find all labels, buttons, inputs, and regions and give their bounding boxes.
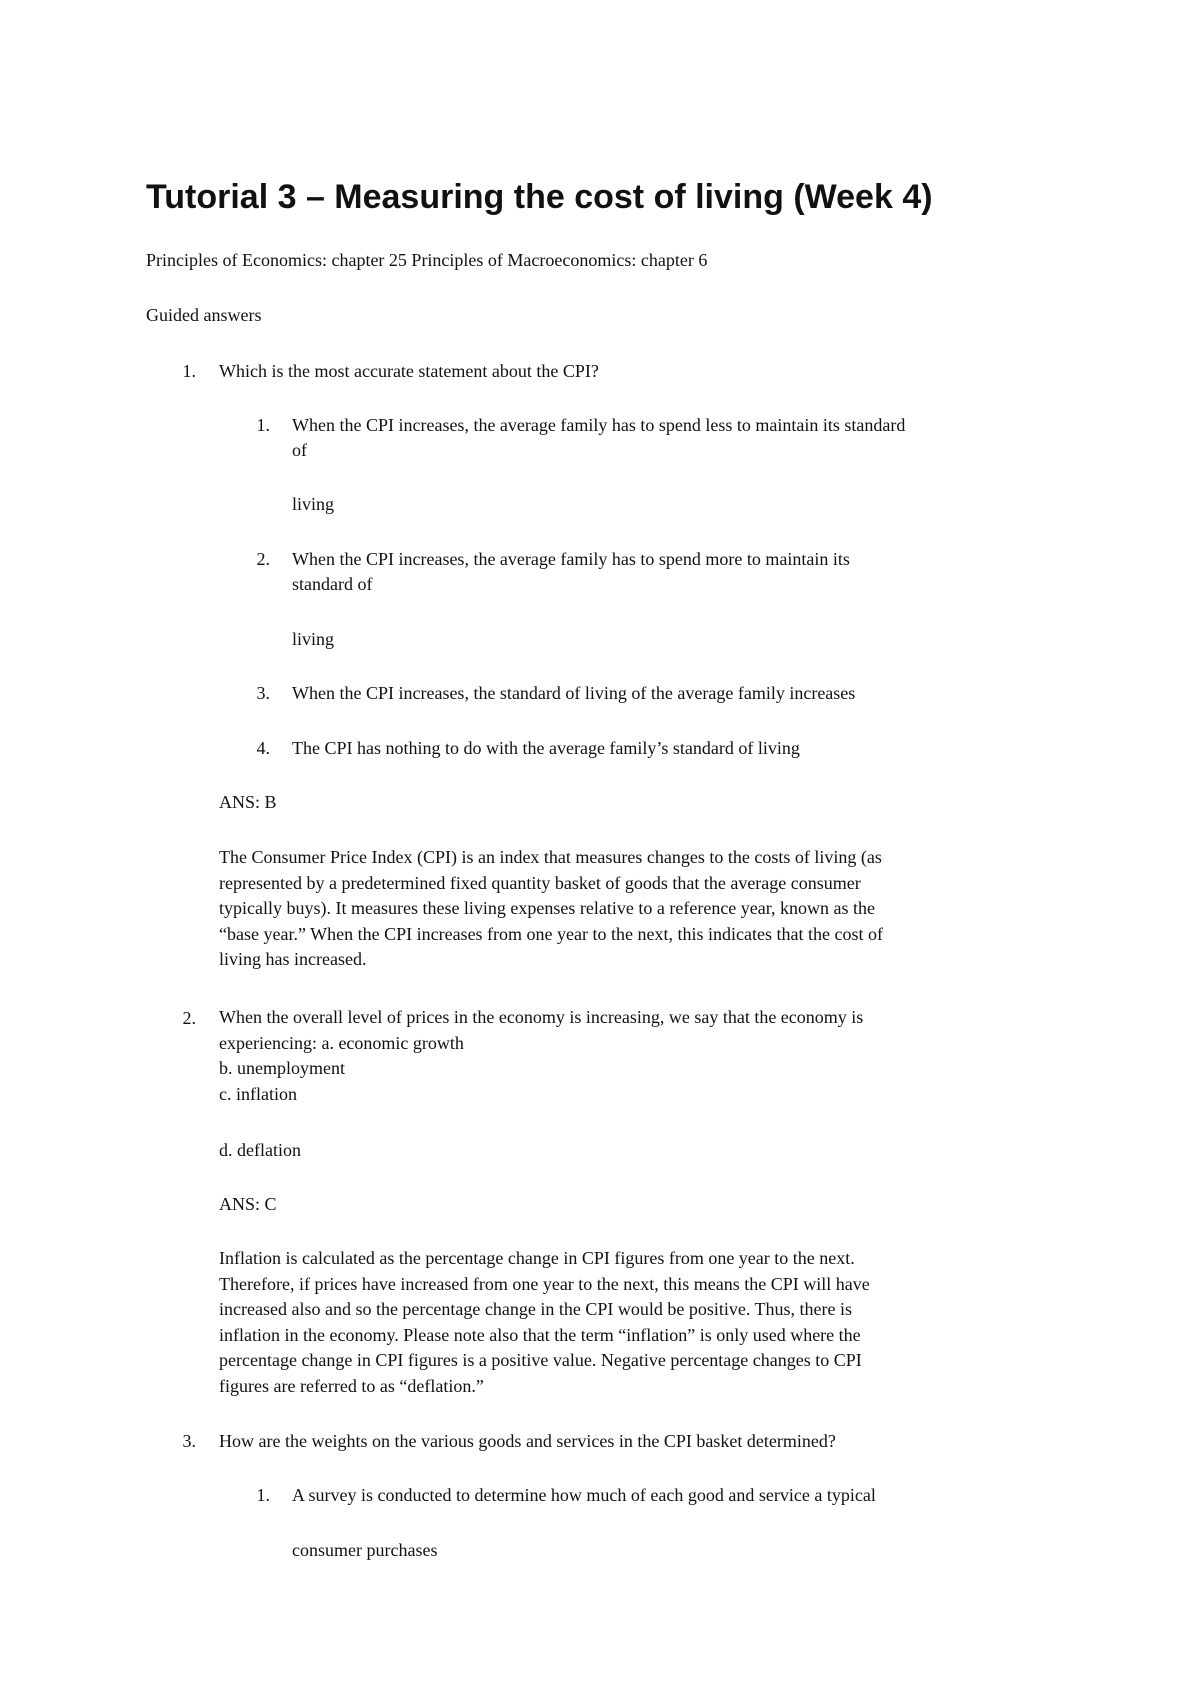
question-text-line: c. inflation [219,1083,297,1104]
explanation-line: living has increased. [219,949,367,970]
answer-label: ANS: B [219,792,277,812]
option-text-continued: living [292,494,335,514]
option-number: 2. [256,549,270,569]
explanation-line: inflation in the economy. Please note also that the term “inflation” is only used where the [219,1324,861,1345]
option-number: 4. [256,738,270,758]
explanation [219,845,883,973]
question-text-line: experiencing: a. economic growth [219,1032,464,1053]
option-text: When the CPI increases, the standard of living of the average family increases [292,683,856,703]
question-text [219,1005,863,1107]
explanation-line: typically buys). It measures these living expenses relative to a reference year, known as the [219,898,876,919]
section-label: Guided answers [146,305,262,325]
subtitle: Principles of Economics: chapter 25 Principles of Macroeconomics: chapter 6 [146,250,708,270]
option-d: d. deflation [219,1140,301,1160]
question-text: How are the weights on the various goods and services in the CPI basket determined? [219,1431,836,1451]
question-number: 1. [182,361,196,381]
option-number: 1. [256,415,270,435]
answer-label: ANS: C [219,1194,277,1214]
explanation-line: Therefore, if prices have increased from one year to the next, this means the CPI will have [219,1273,870,1294]
option-number: 1. [256,1485,270,1505]
question-number: 2. [182,1008,196,1028]
explanation-line: increased also and so the percentage change in the CPI would be positive. Thus, there is [219,1299,852,1320]
option-text: A survey is conducted to determine how much of each good and service a typical [292,1485,876,1505]
question-text-line: When the overall level of prices in the economy is increasing, we say that the economy is [219,1007,864,1027]
option-number: 3. [256,683,270,703]
option-text-continued: standard of [292,574,373,594]
explanation [219,1246,870,1400]
option-text-continued: living [292,629,335,649]
question-text-line: b. unemployment [219,1058,345,1079]
explanation-line: Inflation is calculated as the percentage change in CPI figures from one year to the next. [219,1248,855,1268]
page-title: Tutorial 3 – Measuring the cost of living (Week 4) [146,178,933,216]
explanation-line: figures are referred to as “deflation.” [219,1375,484,1396]
question-number: 3. [182,1431,196,1451]
explanation-line: “base year.” When the CPI increases from one year to the next, this indicates that the cost of [219,923,883,944]
option-text: The CPI has nothing to do with the average family’s standard of living [292,738,800,758]
option-text-continued: of [292,440,307,460]
option-text: When the CPI increases, the average family has to spend more to maintain its [292,549,850,569]
explanation-line: percentage change in CPI figures is a positive value. Negative percentage changes to CPI [219,1350,862,1371]
explanation-line: The Consumer Price Index (CPI) is an index that measures changes to the costs of living (as [219,847,882,867]
option-text-continued: consumer purchases [292,1540,438,1560]
question-text: Which is the most accurate statement about the CPI? [219,361,599,381]
explanation-line: represented by a predetermined fixed quantity basket of goods that the average consumer [219,872,861,893]
option-text: When the CPI increases, the average family has to spend less to maintain its standard [292,415,906,435]
